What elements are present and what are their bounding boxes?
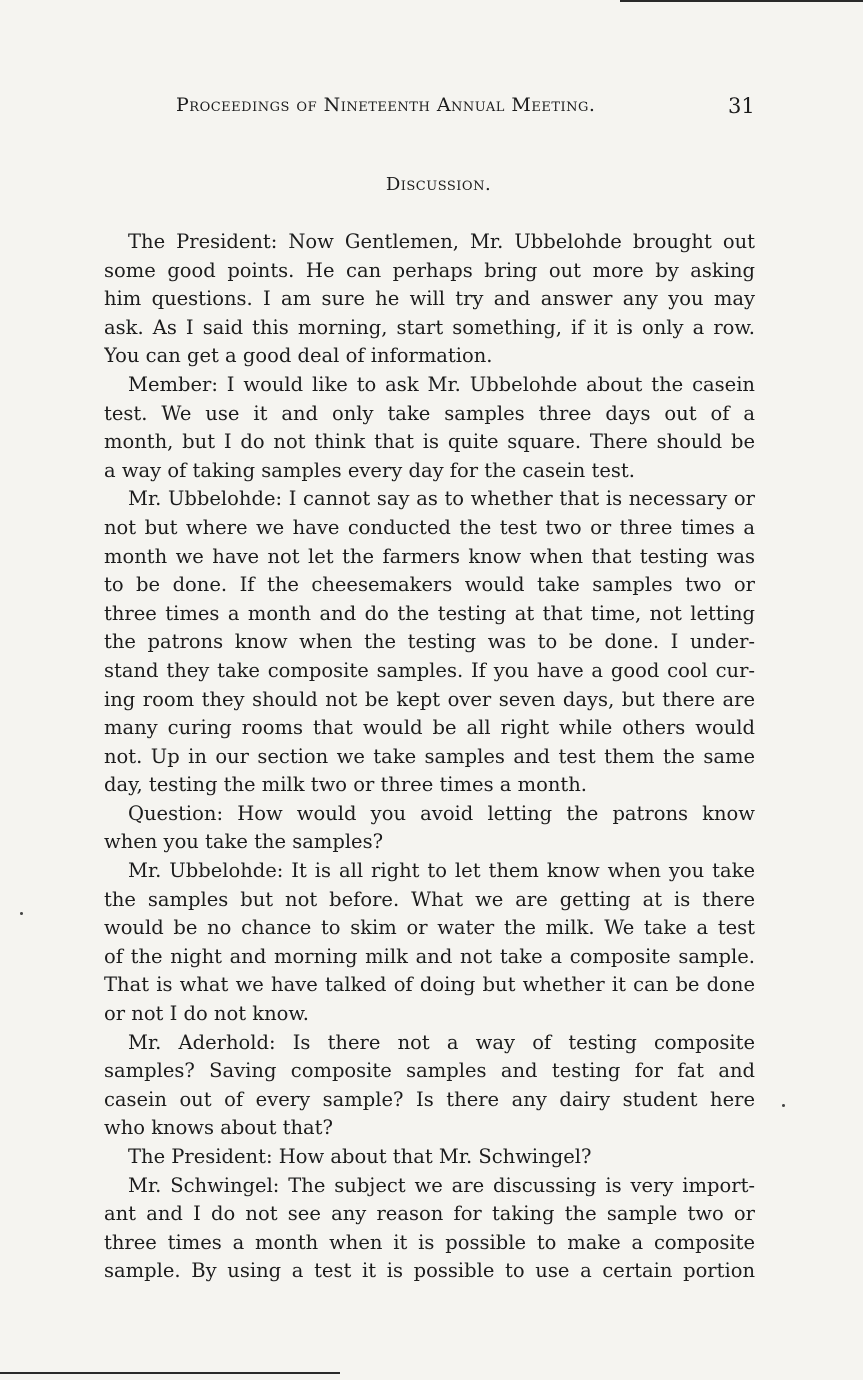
text-line: month we have not let the farmers know when that testing was xyxy=(104,544,755,568)
text-line: of the night and morning milk and not take a composite sample. xyxy=(104,944,755,968)
body-text xyxy=(104,228,755,1286)
paragraph xyxy=(104,1143,755,1172)
paragraph xyxy=(104,857,755,1029)
text-line: would be no chance to skim or water the milk. We take a test xyxy=(104,916,755,940)
text-line: Mr. Schwingel: The subject we are discussing is very import- xyxy=(128,1173,755,1197)
text-line: or not I do not know. xyxy=(104,1002,309,1026)
top-edge-rule xyxy=(620,0,863,2)
text-line: three times a month when it is possible to make a composite xyxy=(104,1230,755,1254)
text-line: samples? Saving composite samples and testing for fat and xyxy=(104,1059,755,1083)
text-line: You can get a good deal of information. xyxy=(104,344,493,368)
text-line: casein out of every sample? Is there any dairy student here xyxy=(104,1087,755,1111)
text-line: month, but I do not think that is quite square. There should be xyxy=(104,430,755,454)
text-line: test. We use it and only take samples three days out of a xyxy=(104,401,755,425)
paragraph xyxy=(104,1172,755,1286)
text-line: day, testing the milk two or three times a month. xyxy=(104,773,587,797)
text-line: Mr. Aderhold: Is there not a way of testing composite xyxy=(128,1030,755,1054)
text-line: The President: Now Gentlemen, Mr. Ubbelohde brought out xyxy=(128,230,755,253)
text-line: That is what we have talked of doing but whether it can be done xyxy=(104,973,755,997)
text-line: to be done. If the cheesemakers would take samples two or xyxy=(104,573,755,597)
text-line: Mr. Ubbelohde: It is all right to let them know when you take xyxy=(128,859,755,883)
text-line: ask. As I said this morning, start something, if it is only a row. xyxy=(104,315,755,339)
paragraph xyxy=(104,1029,755,1143)
paragraph xyxy=(104,800,755,857)
paragraph xyxy=(104,371,755,485)
text-line: who knows about that? xyxy=(104,1116,333,1140)
text-line: some good points. He can perhaps bring out more by asking xyxy=(104,258,755,282)
paragraph xyxy=(104,228,755,371)
print-speck xyxy=(20,912,23,915)
paragraph xyxy=(104,485,755,800)
text-line: the samples but not before. What we are getting at is there xyxy=(104,887,755,911)
bottom-edge-rule xyxy=(0,1372,340,1374)
text-line: a way of taking samples every day for the casein test. xyxy=(104,458,635,482)
print-speck xyxy=(782,1104,785,1107)
text-line: The President: How about that Mr. Schwingel? xyxy=(128,1145,592,1168)
text-line: when you take the samples? xyxy=(104,830,384,854)
text-line: three times a month and do the testing at that time, not letting xyxy=(104,601,755,625)
text-line: not. Up in our section we take samples and test them the same xyxy=(104,744,755,768)
text-line: him questions. I am sure he will try and answer any you may xyxy=(104,287,755,311)
text-line: the patrons know when the testing was to be done. I under- xyxy=(104,630,755,654)
text-line: Member: I would like to ask Mr. Ubbelohde about the casein xyxy=(128,372,755,396)
text-line: Mr. Ubbelohde: I cannot say as to whether that is necessary or xyxy=(128,487,755,511)
text-line: ing room they should not be kept over seven days, but there are xyxy=(104,687,755,711)
text-line: stand they take composite samples. If you have a good cool cur- xyxy=(104,658,755,682)
text-line: many curing rooms that would be all right while others would xyxy=(104,716,755,740)
page-number: 31 xyxy=(728,94,755,118)
text-line: ant and I do not see any reason for taking the sample two or xyxy=(104,1202,755,1226)
text-line: sample. By using a test it is possible to use a certain portion xyxy=(104,1259,755,1283)
running-head: Proceedings of Nineteenth Annual Meeting. xyxy=(176,94,596,116)
text-line: not but where we have conducted the test two or three times a xyxy=(104,515,755,539)
text-line: Question: How would you avoid letting the patrons know xyxy=(128,801,755,825)
section-title: Discussion. xyxy=(385,174,492,195)
